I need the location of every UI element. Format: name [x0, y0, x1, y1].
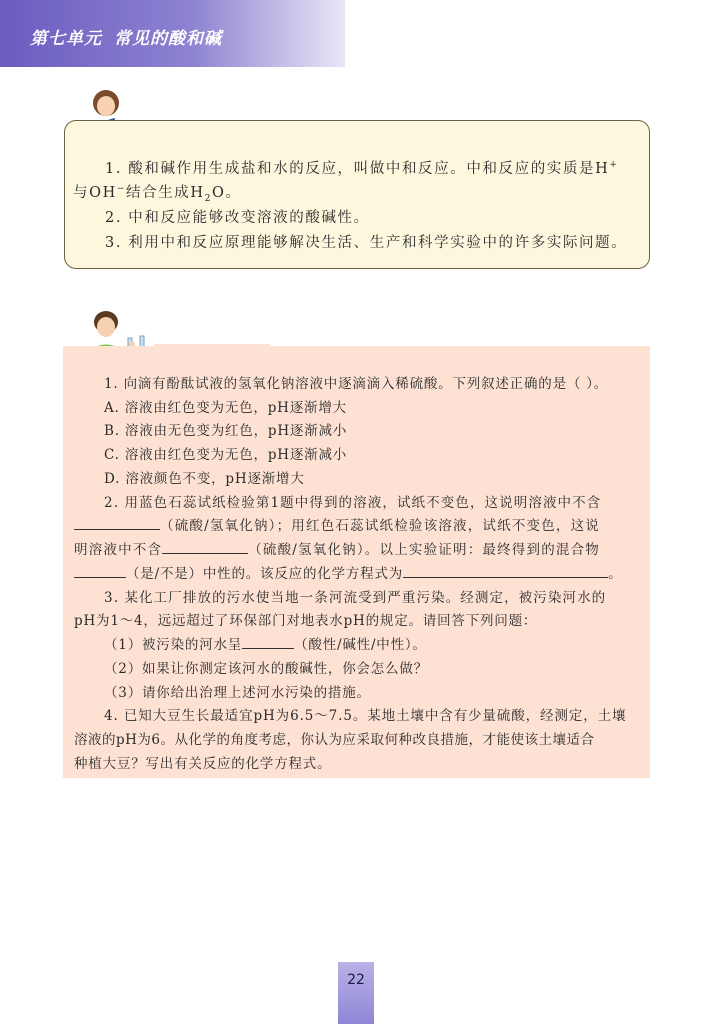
unit-title: 常见的酸和碱: [114, 29, 222, 49]
question-2-line-2-text: （硫酸/氢氧化钠）；用红色石蕊试纸检验该溶液，试纸不变色，这说: [160, 518, 600, 534]
question-2-line-3-pre: 明溶液中不含: [74, 542, 163, 558]
page-number: 22: [347, 972, 365, 988]
subscript-two: 2: [204, 193, 212, 204]
summary-point-2-text: 2. 中和反应能够改变溶液的酸碱性。: [105, 210, 370, 226]
question-3-sub-1-pre: （1）被污染的河水呈: [104, 637, 243, 653]
question-2-line-3: [74, 538, 600, 558]
unit-label: 第七单元: [30, 29, 102, 49]
water-text: O。: [211, 185, 242, 201]
summary-point-1-line-1: [65, 157, 651, 178]
question-1-option-b: B. 溶液由无色变为红色，pH逐渐减小: [104, 423, 348, 439]
answer-blank-3[interactable]: [74, 576, 126, 578]
question-3-sub-1-post: （酸性/碱性/中性）。: [294, 637, 427, 653]
question-2-line-3-post: （硫酸/氢氧化钠）。以上实验证明：最终得到的混合物: [248, 542, 601, 558]
answer-blank-2[interactable]: [162, 552, 248, 554]
answer-blank-5[interactable]: [242, 647, 294, 649]
chapter-header-text: [30, 24, 222, 49]
summary-point-3-text: 3. 利用中和反应原理能够解决生活、生产和科学实验中的许多实际问题。: [105, 235, 628, 251]
page-number-tab: [338, 962, 374, 1024]
question-2-line-2: [74, 514, 600, 534]
question-3-line-2: pH为1～4，远远超过了环保部门对地表水pH的规定。请回答下列问题：: [74, 613, 538, 629]
question-2-line-4: [74, 562, 622, 582]
answer-blank-1[interactable]: [74, 528, 160, 530]
question-1-option-a: A. 溶液由红色变为无色，pH逐渐增大: [104, 400, 347, 416]
summary-point-3: [65, 231, 651, 252]
question-1-option-d: D. 溶液颜色不变，pH逐渐增大: [104, 471, 305, 487]
summary-box: [64, 120, 650, 269]
question-2-line-4-text: （是/不是）中性的。该反应的化学方程式为: [126, 566, 404, 582]
superscript-plus: +: [609, 160, 619, 171]
superscript-minus: −: [116, 184, 126, 195]
question-4-line-3: 种植大豆？写出有关反应的化学方程式。: [74, 756, 332, 772]
question-3-line-1: 3. 某化工厂排放的污水使当地一条河流受到严重污染。经测定，被污染河水的: [104, 590, 607, 606]
question-1-option-c: C. 溶液由红色变为无色，pH逐渐减小: [104, 447, 348, 463]
answer-blank-4[interactable]: [403, 576, 608, 578]
question-3-sub-3: （3）请你给出治理上述河水污染的措施。: [104, 685, 371, 701]
question-4-line-1: 4. 已知大豆生长最适宜pH为6.5～7.5。某地土壤中含有少量硫酸，经测定，土壤: [104, 708, 627, 724]
summary-point-1-text: 1. 酸和碱作用生成盐和水的反应，叫做中和反应。中和反应的实质是H: [105, 161, 610, 177]
question-1-stem: 1. 向滴有酚酞试液的氢氧化钠溶液中逐滴滴入稀硫酸。下列叙述正确的是（ ）。: [104, 376, 609, 392]
question-4-line-2: 溶液的pH为6。从化学的角度考虑，你认为应采取何种改良措施，才能使该土壤适合: [74, 732, 595, 748]
question-2-line-4-end: 。: [608, 566, 623, 582]
chapter-header: [0, 0, 345, 67]
question-3-sub-1: [104, 633, 427, 653]
summary-point-2: [65, 206, 651, 227]
oh-text: 与OH: [73, 185, 117, 201]
question-3-sub-2: （2）如果让你测定该河水的酸碱性，你会怎么做？: [104, 661, 428, 677]
combine-text: 结合生成H: [126, 185, 205, 201]
summary-point-1-line-2: [65, 181, 651, 204]
question-2-line-1: 2. 用蓝色石蕊试纸检验第1题中得到的溶液，试纸不变色，这说明溶液中不含: [104, 495, 602, 511]
